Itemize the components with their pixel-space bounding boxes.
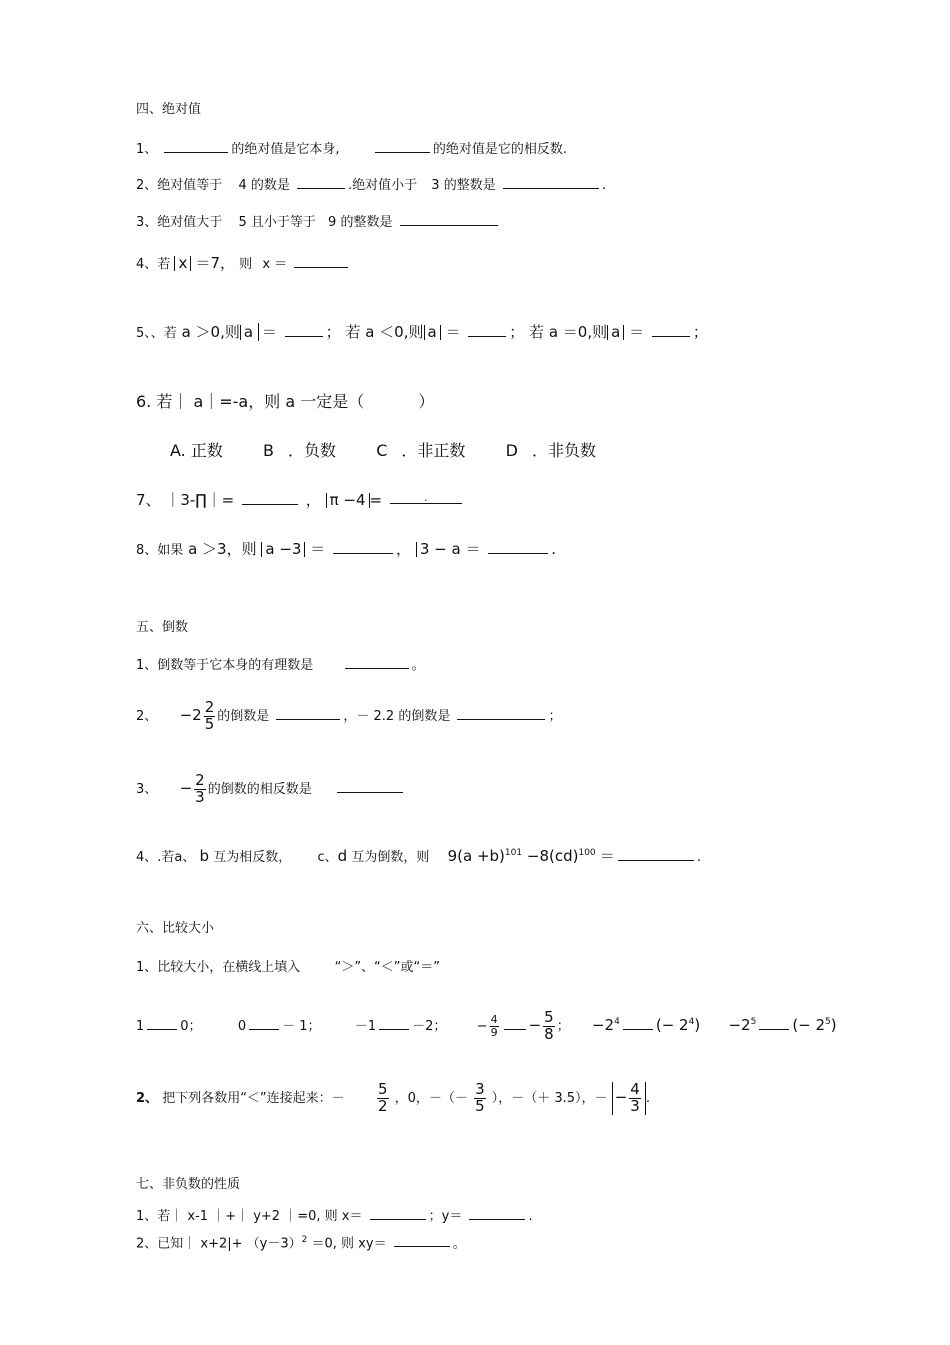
s4-question-5: 5、、若 a ＞0,则 a ＝ ； 若 a ＜0,则 a ＝ ； 若 a ＝0,则 a ＝ ； <box>136 323 708 341</box>
answer-blank[interactable] <box>469 1207 525 1220</box>
answer-blank[interactable] <box>488 541 548 554</box>
answer-blank[interactable]: . <box>390 491 462 504</box>
answer-blank[interactable] <box>623 1017 653 1030</box>
answer-blank[interactable] <box>345 656 409 669</box>
answer-blank[interactable] <box>379 1017 409 1030</box>
fraction: $\frac{2}{5}$ <box>204 698 215 733</box>
s4-question-6-options <box>170 442 596 460</box>
answer-blank[interactable] <box>242 492 298 505</box>
s7-question-2: 2、已知｜ $x+2|+ (y-3)^2 =0$, 则 xy＝ 。 <box>136 1235 466 1252</box>
answer-blank[interactable] <box>468 324 506 337</box>
s5-question-2: 2、 −2 $\frac{2}{5}$ 的倒数是 ，－ 2.2 的倒数是 ； <box>136 698 562 733</box>
answer-blank[interactable] <box>147 1017 177 1030</box>
answer-blank[interactable] <box>504 1017 526 1030</box>
answer-blank[interactable] <box>400 213 498 226</box>
option-b[interactable]: B ．负数 <box>263 441 337 460</box>
section-heading-abs: 四、绝对值 <box>136 102 202 117</box>
s4-question-6: 6. 若｜ a｜=-a，则 a 一定是（ ） <box>136 392 435 411</box>
answer-blank[interactable] <box>337 780 403 793</box>
section-heading-reciprocal: 五、倒数 <box>136 620 189 635</box>
abs-value-expr: x <box>174 256 191 271</box>
option-a[interactable]: A. 正数 <box>170 441 223 460</box>
answer-blank[interactable] <box>457 707 545 720</box>
answer-blank[interactable] <box>297 176 345 189</box>
s4-question-2: 2、绝对值等于 4 的数是 .绝对值小于 3 的整数是 . <box>136 178 607 193</box>
fraction: $\frac{4}{3}$ <box>630 1080 640 1115</box>
option-c[interactable]: C ．非正数 <box>376 441 466 460</box>
s4-question-4: 4、若 x ＝7， 则 x ＝ <box>136 254 351 274</box>
answer-blank[interactable] <box>652 324 690 337</box>
answer-blank[interactable] <box>285 324 323 337</box>
answer-blank[interactable] <box>249 1017 279 1030</box>
s4-question-3: 3、绝对值大于 5 且小于等于 9 的整数是 <box>136 213 501 232</box>
s5-question-4: 4、.若a、 b 互为相反数， c、d 互为倒数，则 $9(a +b)^{101} -8(cd)^{100}$ ＝ . <box>136 847 701 865</box>
answer-blank[interactable] <box>503 176 599 189</box>
s4-question-1: 1、 的绝对值是它本身, 的绝对值是它的相反数. <box>136 142 567 157</box>
answer-blank[interactable] <box>164 140 228 153</box>
answer-blank[interactable] <box>375 140 430 153</box>
s7-question-1: 1、若｜ x-1 ｜+｜ y+2 ｜=0, 则 x＝ ；y＝ . <box>136 1209 533 1224</box>
answer-blank[interactable] <box>333 541 393 554</box>
s4-question-8: 8、如果 a ＞3，则 a −3 ＝ ， 3 − a ＝ . <box>136 540 557 558</box>
s5-question-1: 1、倒数等于它本身的有理数是 。 <box>136 658 425 673</box>
answer-blank[interactable] <box>276 707 340 720</box>
option-d[interactable]: D ．非负数 <box>505 441 596 460</box>
s4-question-7: 7、 ｜3-∏｜= ， π −4 = . <box>136 491 465 509</box>
fraction: $\frac{5}{8}$ <box>544 1008 554 1043</box>
s5-question-3: 3、 − $\frac{2}{3}$ 的倒数的相反数是 <box>136 773 406 806</box>
answer-blank[interactable] <box>294 255 348 268</box>
section-heading-compare: 六、比较大小 <box>136 921 215 936</box>
s6-question-1: 1、比较大小，在横线上填入 “＞”、“＜”或“＝” <box>136 960 440 975</box>
s6-question-2: 2、 把下列各数用“＜”连接起来：－ $\frac{5}{2}$ ，0，－（－ $\frac{3}{5}$ ），－（＋ 3.5），－ − $\frac{4}{3}$ . <box>136 1080 650 1115</box>
answer-blank[interactable] <box>370 1207 426 1220</box>
fraction: $\frac{5}{2}$ <box>377 1080 388 1115</box>
fraction: $\frac{3}{5}$ <box>475 1080 485 1115</box>
answer-blank[interactable] <box>618 848 694 861</box>
fraction: $\frac{4}{9}$ <box>490 1013 498 1039</box>
section-heading-nonnegative: 七、非负数的性质 <box>136 1177 241 1192</box>
answer-blank[interactable] <box>759 1017 789 1030</box>
answer-blank[interactable] <box>394 1234 450 1247</box>
fraction: $\frac{2}{3}$ <box>195 771 205 806</box>
s6-compare-row: 1 0； 0 － 1； －1 －2； − $\frac{4}{9}$ − $\frac{5}{8}$ ； $-2^4$ (− $2^4) -2^5$ (− $2^5$) <box>136 1008 837 1043</box>
